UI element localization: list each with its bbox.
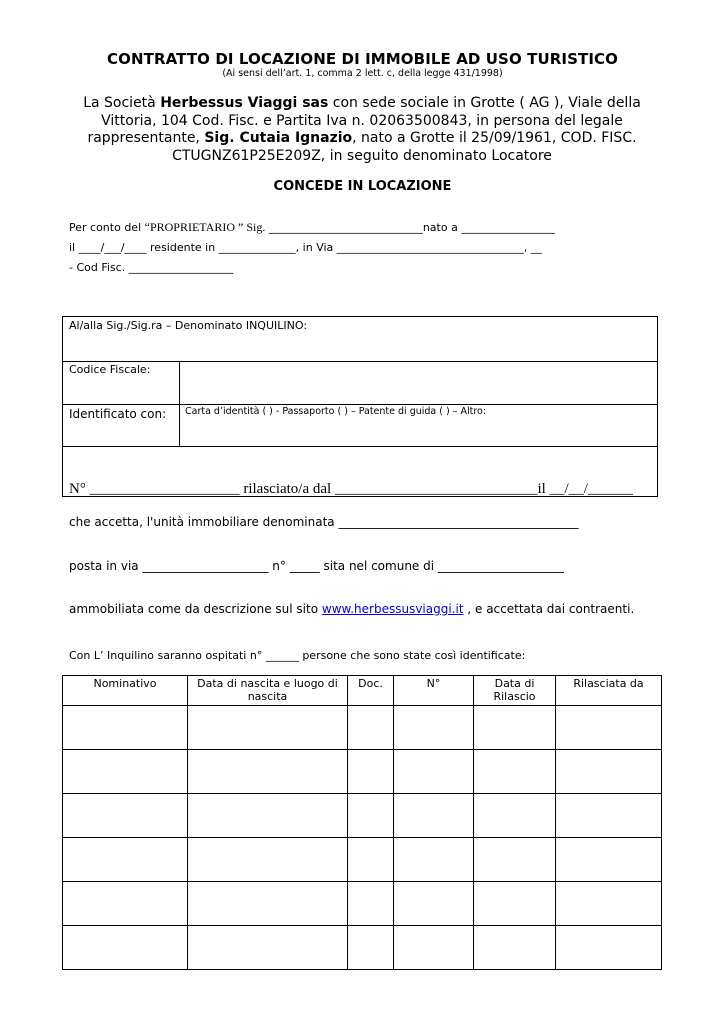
divider (63, 446, 657, 447)
table-cell[interactable] (188, 882, 348, 926)
owner-prefix: Per conto del (69, 221, 145, 234)
tenant-name-label: Al/alla Sig./Sig.ra – Denominato INQUILINO: (69, 319, 308, 332)
table-row (63, 882, 662, 926)
property-address-line[interactable]: posta in via _____________________ n° _____ sita nel comune di _____________________ (69, 559, 564, 573)
owner-line-2[interactable]: il ____/___/____ residente in ______________, in Via __________________________________, __ (69, 241, 542, 254)
table-cell[interactable] (188, 794, 348, 838)
guests-count-line[interactable]: Con L’ Inquilino saranno ospitati n° ______ persone che sono state così identificate: (69, 649, 526, 662)
table-cell[interactable] (63, 882, 188, 926)
column-header-birth: Data di nascita e luogo di nascita (188, 676, 348, 706)
table-cell[interactable] (394, 882, 474, 926)
table-cell[interactable] (556, 838, 662, 882)
tax-code-field[interactable] (185, 363, 653, 401)
table-cell[interactable] (556, 750, 662, 794)
furnished-text-post: , e accettata dai contraenti. (463, 602, 635, 616)
landlord-paragraph (60, 95, 664, 165)
table-cell[interactable] (188, 926, 348, 970)
divider (63, 361, 657, 362)
table-cell[interactable] (63, 926, 188, 970)
table-cell[interactable] (394, 926, 474, 970)
intro-text-1: La Società (83, 95, 161, 111)
id-document-options[interactable]: Carta d’identità ( ) - Passaporto ( ) – Patente di guida ( ) – Altro: (185, 406, 487, 417)
table-cell[interactable] (556, 794, 662, 838)
divider (179, 361, 180, 446)
column-header-number: N° (394, 676, 474, 706)
furnished-text-pre: ammobiliata come da descrizione sul sito (69, 602, 322, 616)
column-header-issued-by: Rilasciata da (556, 676, 662, 706)
table-cell[interactable] (474, 838, 556, 882)
table-cell[interactable] (348, 882, 394, 926)
table-cell[interactable] (348, 706, 394, 750)
owner-label: “PROPRIETARIO ” Sig. (144, 220, 266, 234)
website-link[interactable]: www.herbessusviaggi.it (321, 602, 464, 616)
owner-fields: ____________________________nato a _________________ (265, 221, 555, 234)
table-cell[interactable] (63, 838, 188, 882)
table-cell[interactable] (348, 926, 394, 970)
table-cell[interactable] (63, 706, 188, 750)
table-row (63, 926, 662, 970)
column-header-issue-date: Data di Rilascio (474, 676, 556, 706)
company-name: Herbessus Viaggi sas (160, 95, 329, 111)
table-cell[interactable] (556, 926, 662, 970)
owner-line-3[interactable]: - Cod Fisc. ___________________ (69, 261, 234, 274)
table-cell[interactable] (188, 706, 348, 750)
table-cell[interactable] (474, 926, 556, 970)
intro-text-2: con sede sociale in Grotte ( AG ), Viale della Vittoria, 104 Cod. Fisc. e Partita Iva n. 02063500843, in persona del legale rappresentante, (87, 95, 641, 146)
table-cell[interactable] (394, 706, 474, 750)
table-cell[interactable] (188, 838, 348, 882)
table-cell[interactable] (63, 794, 188, 838)
representative-name: Sig. Cutaia Ignazio (204, 130, 353, 146)
table-cell[interactable] (348, 794, 394, 838)
divider (63, 404, 657, 405)
table-cell[interactable] (474, 794, 556, 838)
document-title: CONTRATTO DI LOCAZIONE DI IMMOBILE AD USO TURISTICO (107, 50, 618, 68)
table-cell[interactable] (63, 750, 188, 794)
table-header-row (63, 676, 662, 706)
table-row (63, 706, 662, 750)
tax-code-label: Codice Fiscale: (69, 363, 151, 376)
guests-table (62, 675, 662, 970)
table-cell[interactable] (556, 706, 662, 750)
table-cell[interactable] (474, 750, 556, 794)
table-cell[interactable] (474, 706, 556, 750)
intro-text-3: , nato a Grotte il 25/09/1961, COD. FISC. CTUGNZ61P25E209Z, in seguito denominato Locatore (172, 130, 637, 164)
property-name-line[interactable]: che accetta, l'unità immobiliare denominata ________________________________________ (69, 515, 579, 529)
table-row (63, 794, 662, 838)
table-cell[interactable] (556, 882, 662, 926)
table-cell[interactable] (394, 838, 474, 882)
section-heading: CONCEDE IN LOCAZIONE (273, 179, 452, 194)
table-cell[interactable] (474, 882, 556, 926)
tenant-identification-box (62, 316, 658, 497)
table-cell[interactable] (188, 750, 348, 794)
column-header-doc: Doc. (348, 676, 394, 706)
document-number-line[interactable]: N° ____________________ rilasciato/a dal ___________________________il __/__/______ (69, 481, 633, 497)
table-cell[interactable] (348, 750, 394, 794)
column-header-name: Nominativo (63, 676, 188, 706)
furnished-line (69, 602, 634, 616)
document-subtitle: (Ai sensi dell’art. 1, comma 2 lett. c, della legge 431/1998) (222, 68, 503, 79)
table-row (63, 750, 662, 794)
owner-line-1[interactable] (69, 220, 555, 235)
table-cell[interactable] (348, 838, 394, 882)
table-row (63, 838, 662, 882)
identified-with-label: Identificato con: (69, 407, 167, 421)
table-cell[interactable] (394, 794, 474, 838)
table-cell[interactable] (394, 750, 474, 794)
